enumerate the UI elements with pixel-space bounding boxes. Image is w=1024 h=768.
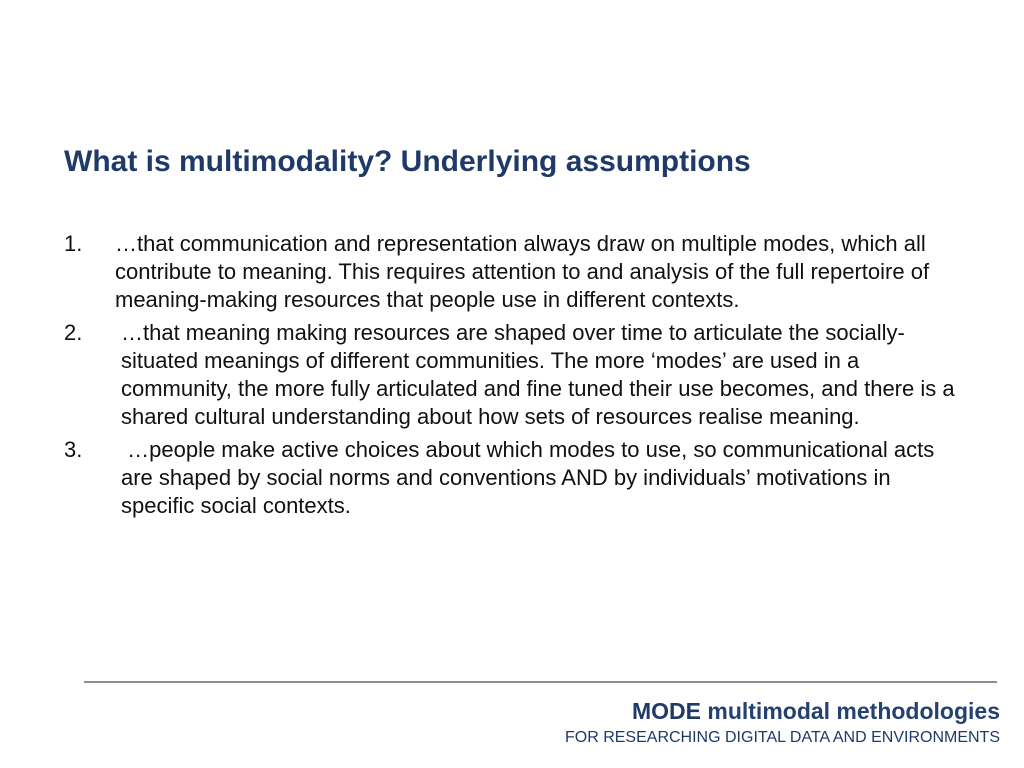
brand-title: [565, 696, 1000, 726]
brand-mode-text: MODE: [631, 698, 701, 724]
list-item-number: 3.: [64, 437, 83, 462]
list-item-text: …that meaning making resources are shaped over time to articulate the socially-situated meanings of different communities. The more ‘modes’ are used in a community, the more fully articulated and fine tuned their use becomes, and there is a shared cultural understanding about how sets of resources realise meaning.: [121, 320, 955, 429]
brand-subtitle-text: multimodal methodologies: [700, 698, 1000, 724]
list-item: [64, 230, 964, 314]
list-item-number: 2.: [64, 320, 83, 345]
list-item: [64, 319, 964, 431]
list-item-text: …that communication and representation always draw on multiple modes, which all contribute to meaning. This requires attention to and analysis of the full repertoire of meaning-making resources that people use in different contexts.: [115, 231, 930, 312]
list-item-number: 1.: [64, 231, 83, 256]
footer-divider: [84, 681, 997, 683]
list-item-text: …people make active choices about which modes to use, so communicational acts are shaped by social norms and conventions AND by individuals’ motivations in specific social contexts.: [121, 437, 941, 518]
list-item: [64, 436, 964, 520]
slide-title: What is multimodality? Underlying assumptions: [64, 145, 751, 178]
footer-brand: [565, 696, 1000, 749]
assumptions-list: [64, 230, 964, 525]
brand-tagline: FOR RESEARCHING DIGITAL DATA AND ENVIRONMENTS: [564, 729, 1000, 746]
